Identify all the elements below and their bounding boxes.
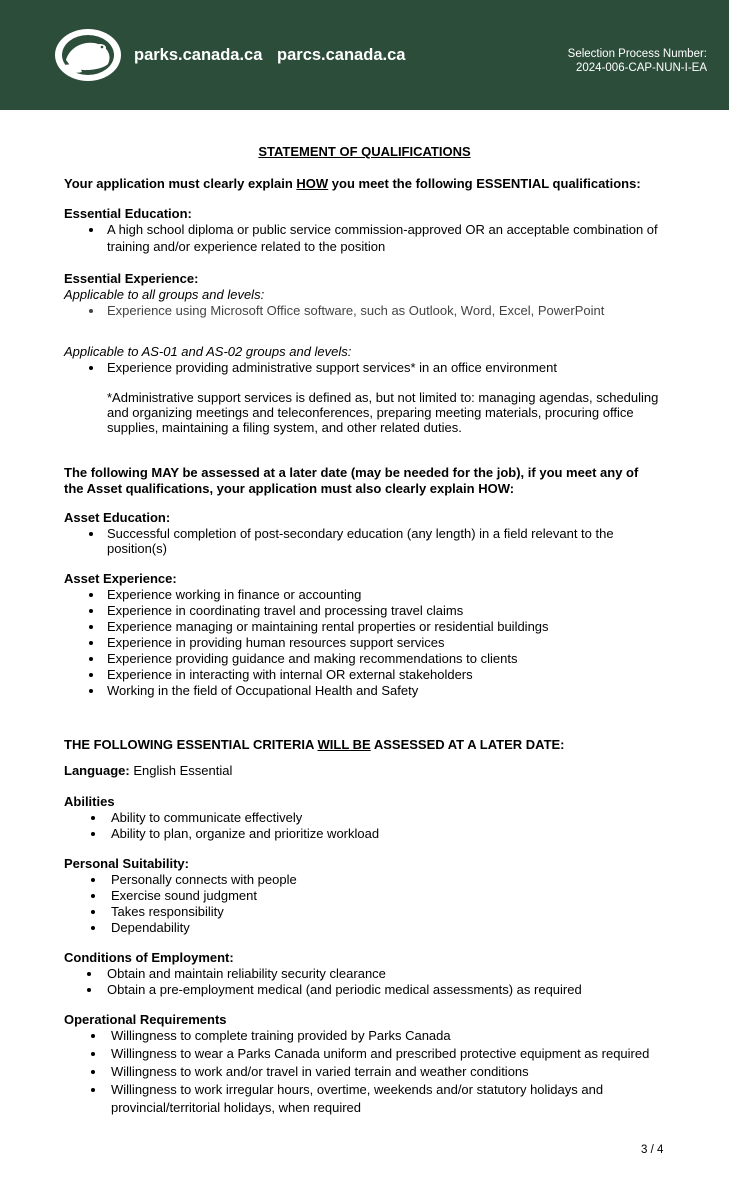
list-item: Takes responsibility [111,904,224,919]
site-url-en[interactable]: parks.canada.ca [134,46,263,64]
all-groups-label: Applicable to all groups and levels: [64,287,265,302]
list-item-continuation: training and/or experience related to the position [107,239,386,254]
list-item: Experience in providing human resources support services [107,635,444,650]
list-item: Personally connects with people [111,872,297,887]
list-item: Successful completion of post-secondary education (any length) in a field relevant to the [107,526,614,541]
list-item-continuation: position(s) [107,541,167,556]
list-item: Willingness to work irregular hours, overtime, weekends and/or statutory holidays and [111,1082,603,1097]
abilities-heading: Abilities [64,794,115,809]
list-item: Exercise sound judgment [111,888,257,903]
list-item: Experience in coordinating travel and processing travel claims [107,603,463,618]
list-item: Experience using Microsoft Office software, such as Outlook, Word, Excel, PowerPoint [107,303,604,318]
list-item: Willingness to complete training provided by Parks Canada [111,1028,451,1043]
list-item: Dependability [111,920,190,935]
selection-number: 2024-006-CAP-NUN-I-EA [575,62,707,74]
asset-intro: the Asset qualifications, your application must also clearly explain HOW: [64,481,515,496]
list-item: Ability to communicate effectively [111,810,302,825]
list-item: A high school diploma or public service commission-approved OR an acceptable combination of [107,222,658,237]
essential-experience-heading: Essential Experience: [64,271,199,286]
personal-suitability-heading: Personal Suitability: [64,856,189,871]
selection-process [568,47,707,75]
site-url-fr[interactable]: parcs.canada.ca [277,46,406,64]
site-names [134,46,405,65]
list-item: Obtain a pre-employment medical (and periodic medical assessments) as required [107,982,582,997]
page-title: STATEMENT OF QUALIFICATIONS [258,144,471,159]
asset-education-heading: Asset Education: [64,510,171,525]
list-item: Experience working in finance or accounting [107,587,361,602]
list-item: Experience in interacting with internal OR external stakeholders [107,667,473,682]
list-item: Experience managing or maintaining rental properties or residential buildings [107,619,549,634]
essential-education-heading: Essential Education: [64,206,192,221]
list-item: Willingness to wear a Parks Canada uniform and prescribed protective equipment as required [111,1046,649,1061]
conditions-heading: Conditions of Employment: [64,950,234,965]
as-groups-label: Applicable to AS-01 and AS-02 groups and levels: [64,344,352,359]
intro-line: Your application must clearly explain HOW you meet the following ESSENTIAL qualifications: [64,176,641,191]
asset-intro: The following MAY be assessed at a later date (may be needed for the job), if you meet any of [64,465,639,480]
list-item: Willingness to work and/or travel in varied terrain and weather conditions [111,1064,529,1079]
operational-heading: Operational Requirements [64,1012,227,1027]
admin-note: and organizing meetings and teleconferences, preparing meeting materials, procuring office [107,405,634,420]
beaver-logo-icon [52,26,124,87]
header-band [0,0,729,110]
asset-experience-heading: Asset Experience: [64,571,177,586]
admin-note: supplies, maintaining a filing system, and other related duties. [107,420,462,435]
list-item-continuation: provincial/territorial holidays, when required [111,1100,362,1115]
list-item: Experience providing administrative support services* in an office environment [107,360,557,375]
list-item: Obtain and maintain reliability security clearance [107,966,386,981]
list-item: Experience providing guidance and making recommendations to clients [107,651,517,666]
language-line: Language: English Essential [64,763,233,778]
list-item: Working in the field of Occupational Health and Safety [107,683,418,698]
selection-label: Selection Process Number: [567,48,707,60]
later-date-heading: THE FOLLOWING ESSENTIAL CRITERIA WILL BE ASSESSED AT A LATER DATE: [64,737,565,752]
page-number: 3 / 4 [641,1144,664,1156]
list-item: Ability to plan, organize and prioritize workload [111,826,379,841]
admin-note: *Administrative support services is defined as, but not limited to: managing agendas, scheduling [107,390,659,405]
